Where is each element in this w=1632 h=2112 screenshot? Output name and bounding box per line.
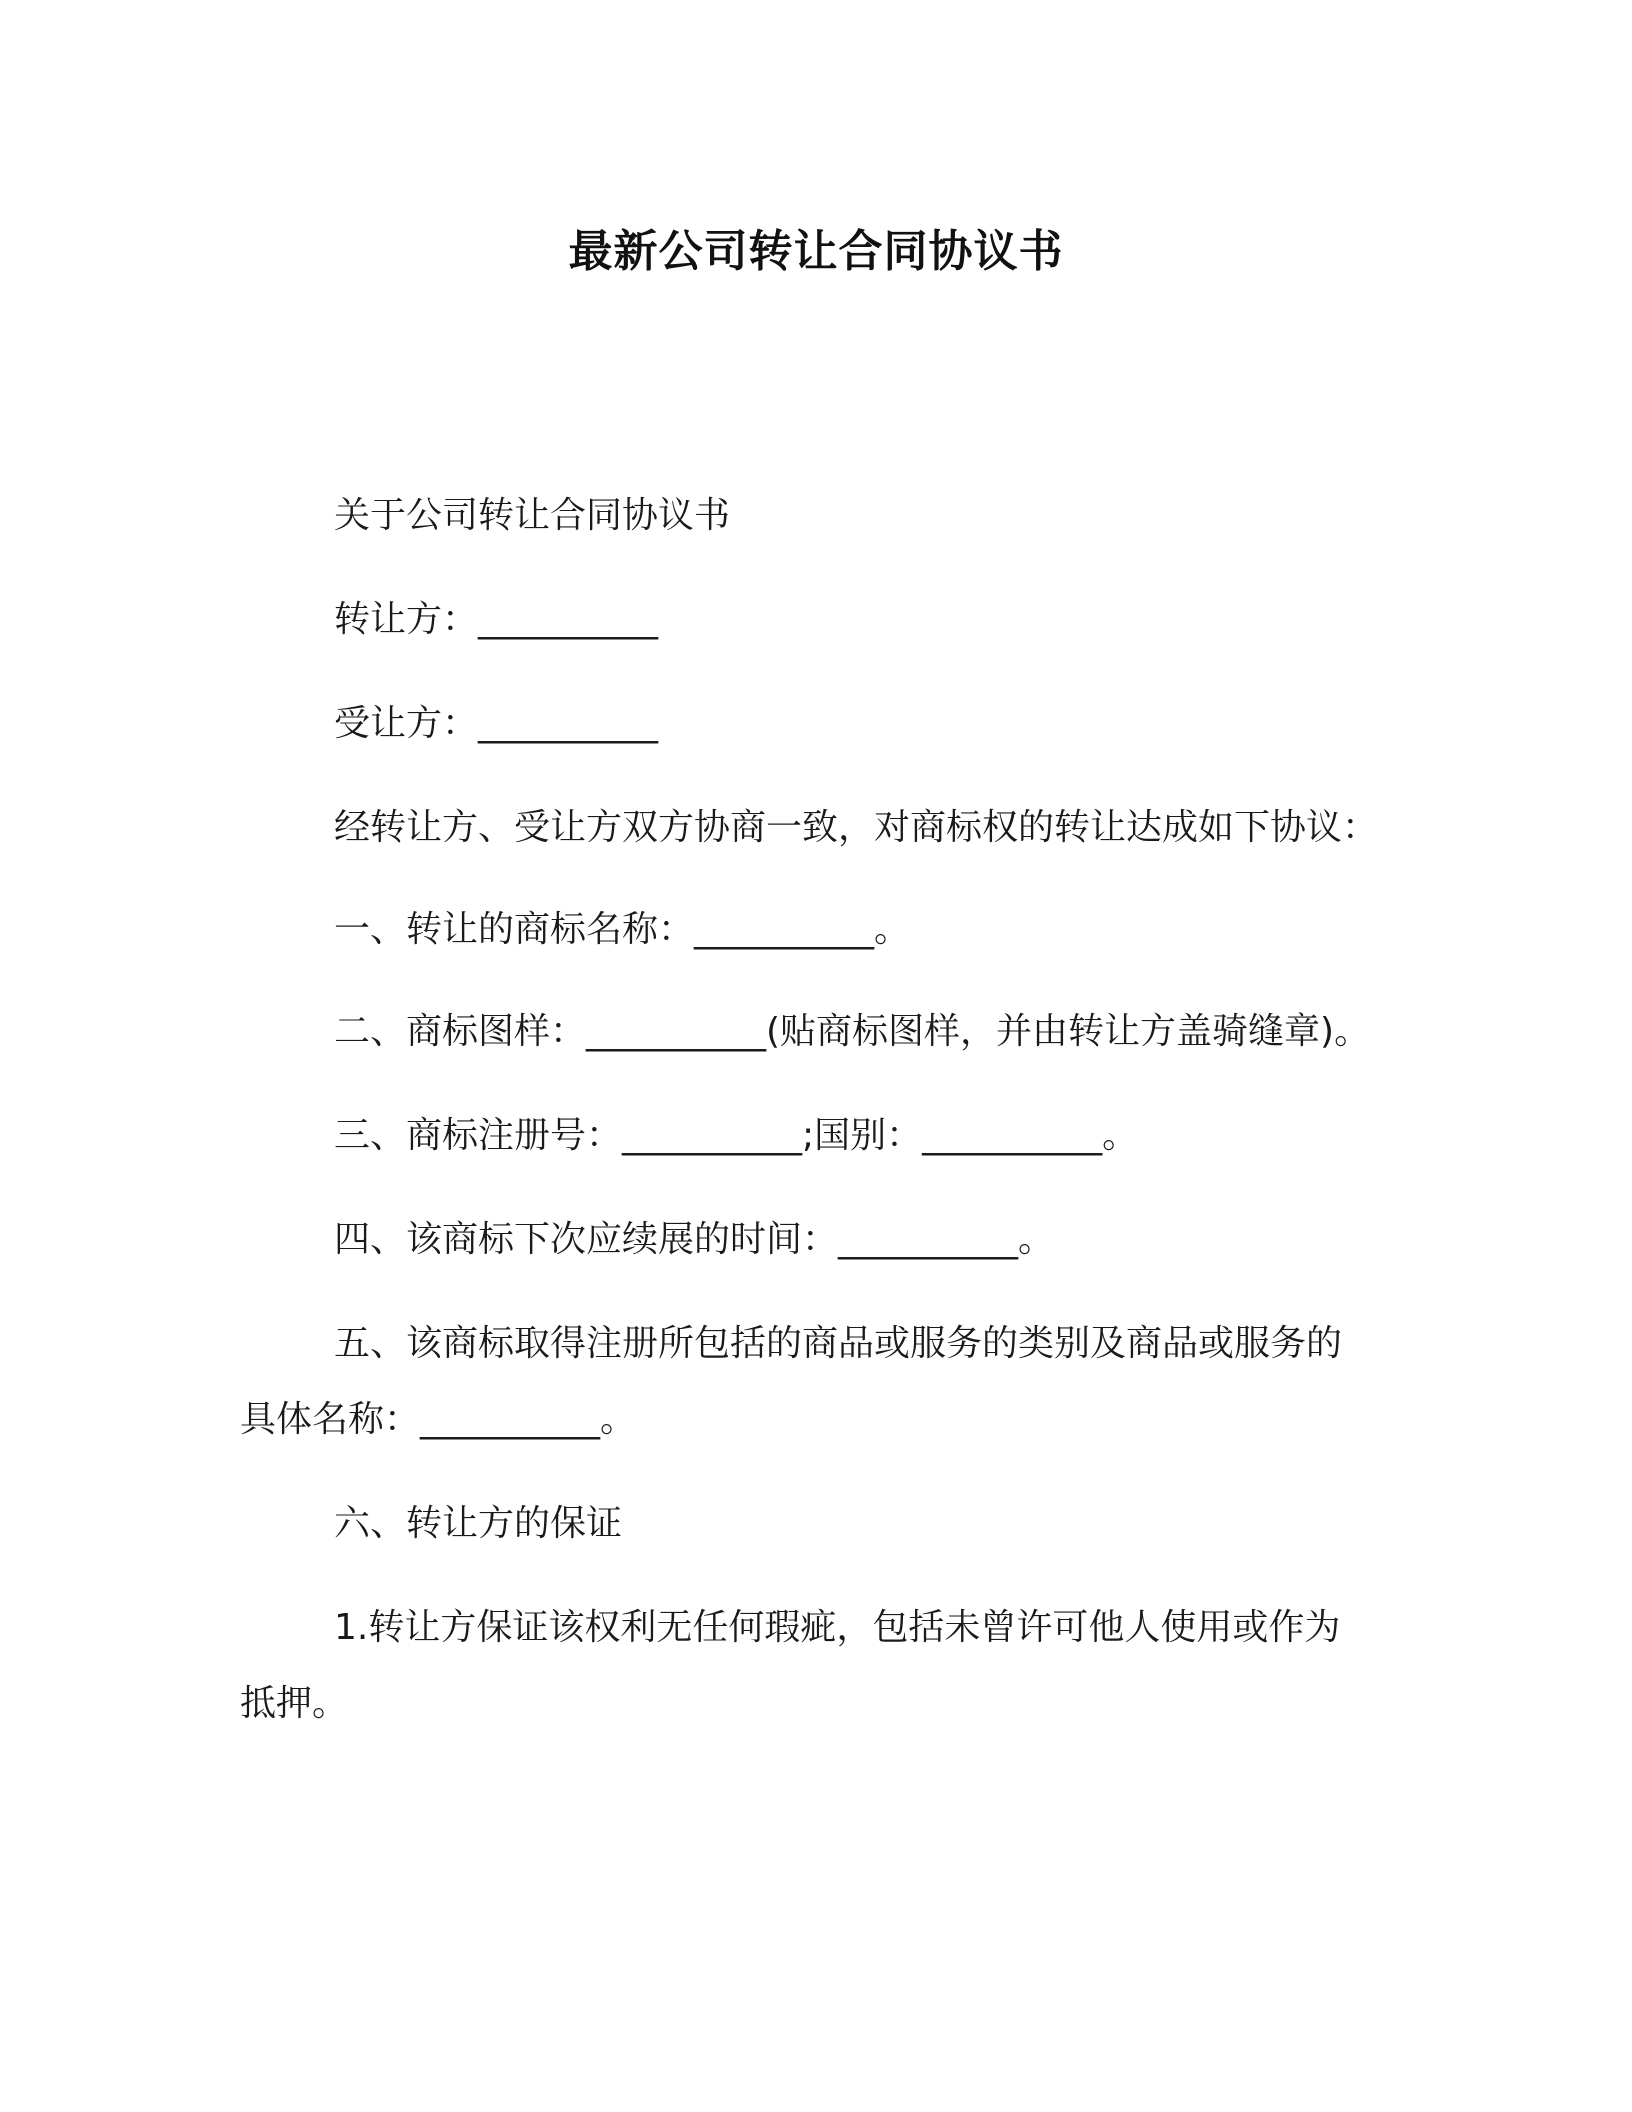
document-title: 最新公司转让合同协议书 bbox=[568, 226, 1064, 277]
transferee-line: 受让方：__________ bbox=[334, 703, 659, 744]
clause-3-line: 三、商标注册号：__________;国别：__________。 bbox=[334, 1115, 1139, 1156]
clause-2-line: 二、商标图样：__________(贴商标图样，并由转让方盖骑缝章)。 bbox=[334, 1011, 1371, 1052]
clause-6-heading-line: 六、转让方的保证 bbox=[334, 1503, 623, 1544]
clause-6-item-1-continuation-line: 抵押。 bbox=[240, 1683, 349, 1724]
agreement-intro-line: 经转让方、受让方双方协商一致，对商标权的转让达成如下协议： bbox=[334, 807, 1379, 848]
clause-1-line: 一、转让的商标名称：__________。 bbox=[334, 909, 911, 950]
clause-6-item-1-line: 1.转让方保证该权利无任何瑕疵，包括未曾许可他人使用或作为 bbox=[334, 1607, 1341, 1648]
clause-5-line: 五、该商标取得注册所包括的商品或服务的类别及商品或服务的 bbox=[334, 1323, 1343, 1364]
clause-4-line: 四、该商标下次应续展的时间：__________。 bbox=[334, 1219, 1055, 1260]
transferor-line: 转让方：__________ bbox=[334, 599, 659, 640]
subtitle-line: 关于公司转让合同协议书 bbox=[334, 495, 731, 536]
clause-5-continuation-line: 具体名称：__________。 bbox=[240, 1399, 637, 1440]
